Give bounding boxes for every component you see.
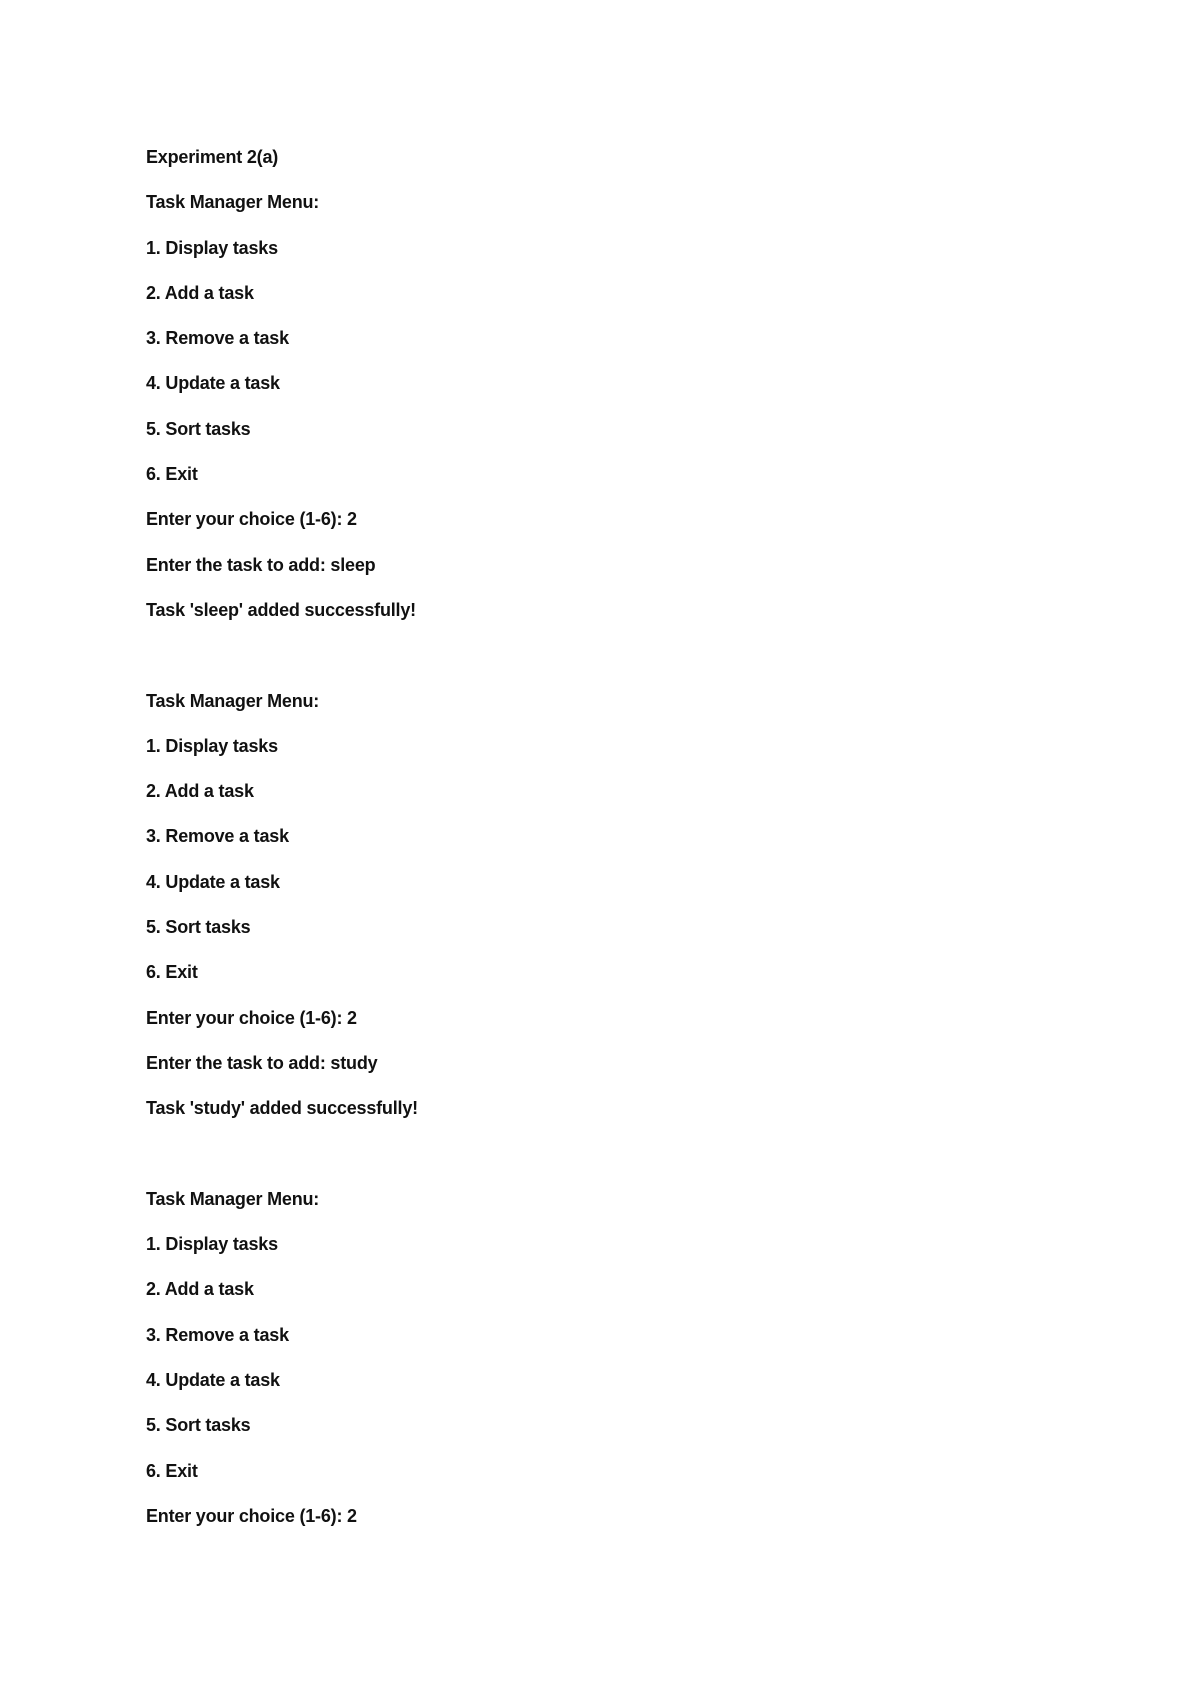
- menu-option-add: 2. Add a task: [146, 1279, 254, 1300]
- menu-option-exit: 6. Exit: [146, 1460, 198, 1481]
- menu-option-display: 1. Display tasks: [146, 237, 278, 258]
- menu-option-exit: 6. Exit: [146, 962, 198, 983]
- choice-prompt: Enter your choice (1-6): 2: [146, 1505, 357, 1526]
- choice-prompt: Enter your choice (1-6): 2: [146, 1007, 357, 1028]
- menu-option-sort: 5. Sort tasks: [146, 917, 251, 938]
- blank-line: [146, 1143, 1046, 1188]
- menu-option-display: 1. Display tasks: [146, 735, 278, 756]
- menu-option-update: 4. Update a task: [146, 1370, 280, 1391]
- blank-line: [146, 644, 1046, 689]
- menu-heading: Task Manager Menu:: [146, 1188, 320, 1209]
- menu-option-update: 4. Update a task: [146, 871, 280, 892]
- document-body: [146, 146, 1046, 1550]
- menu-option-update: 4. Update a task: [146, 373, 280, 394]
- menu-option-remove: 3. Remove a task: [146, 328, 289, 349]
- menu-heading: Task Manager Menu:: [146, 192, 320, 213]
- task-input-prompt: Enter the task to add: study: [146, 1052, 378, 1073]
- menu-option-add: 2. Add a task: [146, 282, 254, 303]
- menu-option-exit: 6. Exit: [146, 464, 198, 485]
- task-input-prompt: Enter the task to add: sleep: [146, 554, 376, 575]
- choice-prompt: Enter your choice (1-6): 2: [146, 509, 357, 530]
- success-message: Task 'sleep' added successfully!: [146, 599, 416, 620]
- menu-option-display: 1. Display tasks: [146, 1234, 278, 1255]
- menu-option-sort: 5. Sort tasks: [146, 418, 251, 439]
- menu-option-sort: 5. Sort tasks: [146, 1415, 251, 1436]
- menu-option-remove: 3. Remove a task: [146, 826, 289, 847]
- menu-option-remove: 3. Remove a task: [146, 1324, 289, 1345]
- menu-option-add: 2. Add a task: [146, 781, 254, 802]
- document-title: Experiment 2(a): [146, 147, 279, 167]
- menu-heading: Task Manager Menu:: [146, 690, 320, 711]
- success-message: Task 'study' added successfully!: [146, 1098, 418, 1119]
